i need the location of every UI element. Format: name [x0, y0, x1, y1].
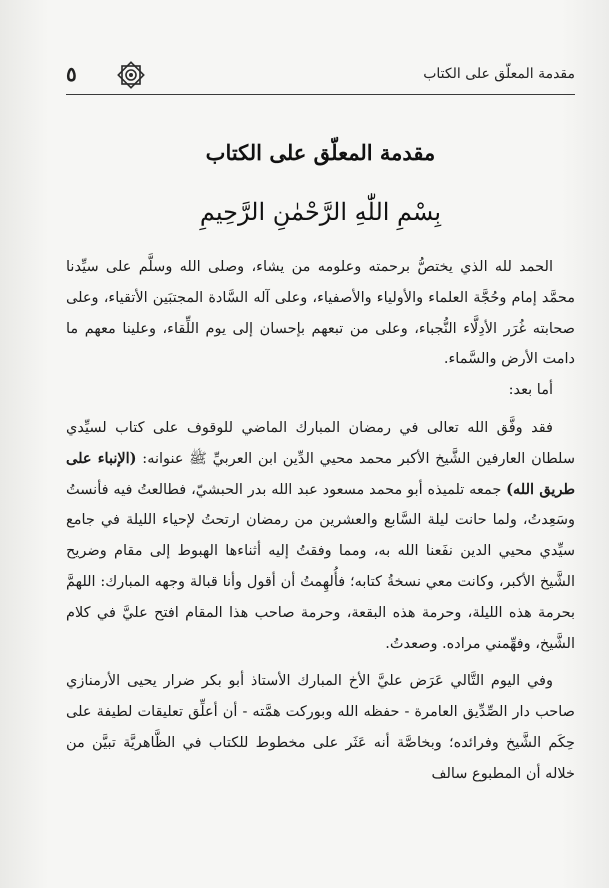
- page-header: [66, 60, 575, 94]
- paragraph-next-day: وفي اليوم التَّالي عَرَض عليَّ الأخ المبارك الأستاذ أبو بكر ضرار يحيى الأرمنازي صاحب دار الصِّدِّيق العامرة - حفظه الله وبوركت همَّته - أن أعلِّق تعليقات لطيفة على حِكَم الشَّيخ وفرائده؛ وبخاصَّة أنه عَثَر على مخطوط للكتاب في الظَّاهريَّة تبيَّن من خلاله أن المطبوع سالف: [66, 673, 575, 782]
- running-head: مقدمة المعلّق على الكتاب: [423, 66, 575, 82]
- body-text: [66, 252, 575, 790]
- paragraph-discovery: فقد وفَّق الله تعالى في رمضان المبارك الماضي للوقوف على كتاب لسيِّدي سلطان العارفين الشَّيخ الأكبر محمد محيي الدِّين ابن العربيِّ ﷺ عنوانه: (الإنباء على طريق الله) جمعه تلميذه أبو محمد مسعود عبد الله بدر الحبشيّ، فطالعتُ فيه فأنستُ وسَعِدتُ، ولما حانت ليلة السَّابع والعشرين من رمضان ارتحتُ لإحياء الليلة في جامع سيِّدي محيي الدين نفَعنا الله به، ومما وفقتُ إليه أثناءها الهبوط إلى مقام وضريح الشَّيخ الأكبر، وكانت معي نسخةُ كتابه؛ فأُلهِمتُ أن أقول وأنا قبالة وجهه المبارك: اللهمَّ بحرمة هذه الليلة، وحرمة هذه البقعة، وحرمة صاحب هذا المقام افتح عليَّ في كلام الشَّيخ، وفهِّمني مراده. وصعدتُ.: [66, 419, 575, 652]
- paragraph-amma-baad: أما بعد:: [508, 382, 553, 399]
- paragraph-opening: الحمد لله الذي يختصُّ برحمته وعلومه من يشاء، وصلى الله وسلَّم على سيِّدنا محمَّد إمام وحُجَّة العلماء والأولياء والأصفياء، وعلى آله السَّادة المجتبَين الأتقياء، وعلى صحابته غُرَر الأدِلَّاء النُّجباء، وعلى من تبعهم بإحسان إلى يوم اللِّقاء، وعلينا معهم ما دامت الأرض والسَّماء.: [66, 259, 575, 368]
- chapter-title: مقدمة المعلّق على الكتاب: [205, 140, 436, 165]
- header-rule: [66, 94, 575, 95]
- rosette-ornament-icon: [116, 60, 146, 90]
- page-number: ٥: [66, 62, 77, 86]
- book-title-label: (الإنباء على طريق الله): [66, 449, 575, 498]
- basmala: بِسْمِ اللّٰهِ الرَّحْمٰنِ الرَّحِيمِ: [199, 198, 442, 226]
